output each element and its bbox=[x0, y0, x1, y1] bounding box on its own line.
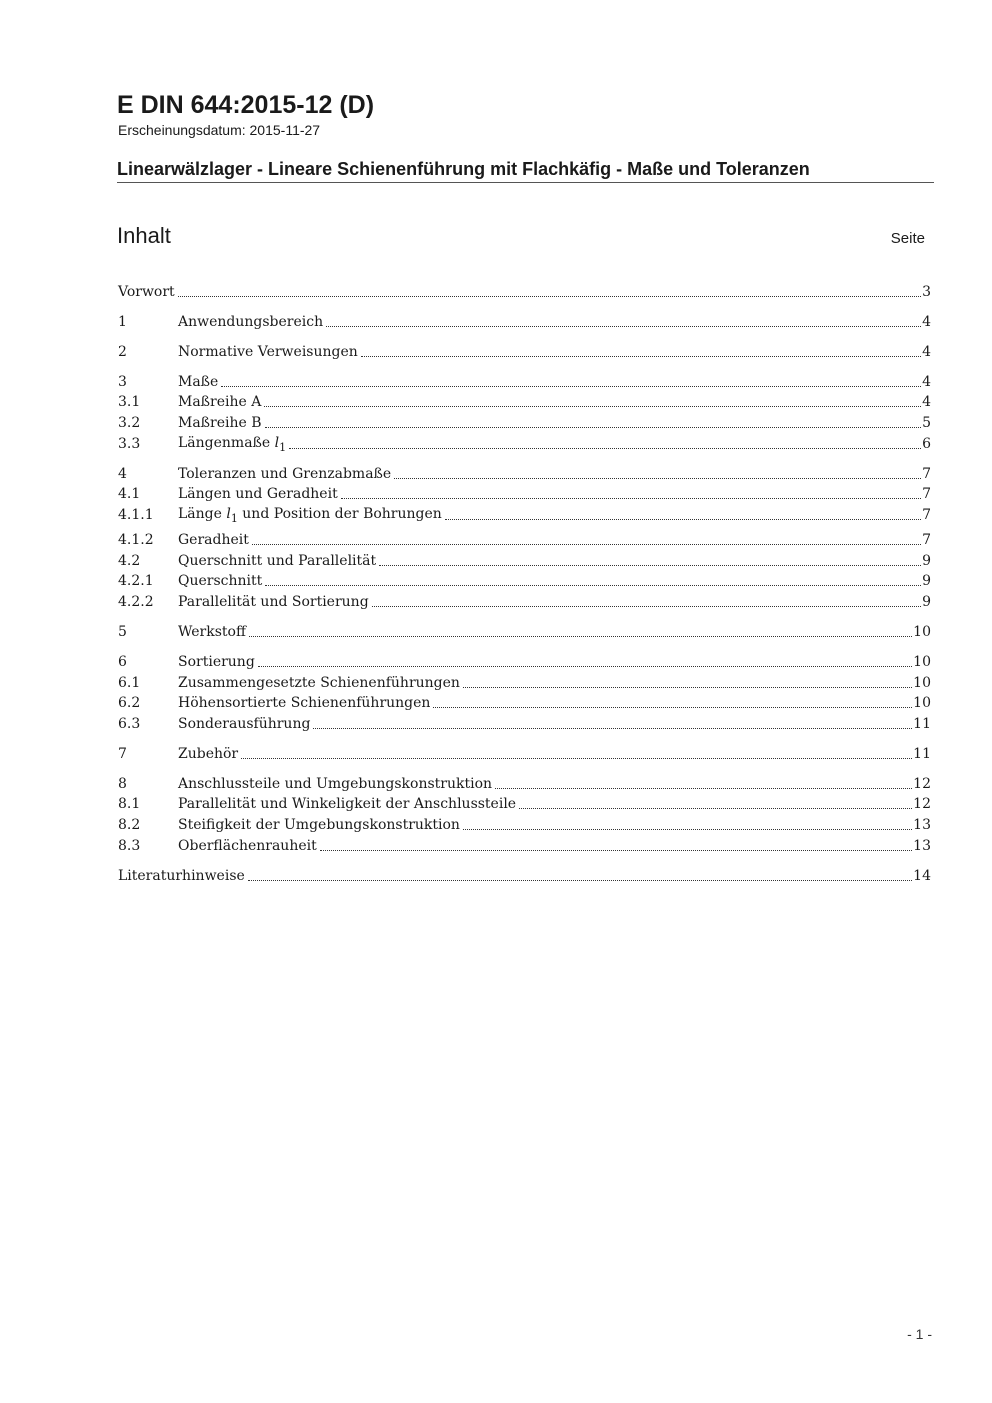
toc-entry-number: 6.3 bbox=[118, 715, 141, 732]
toc-entry-number: 6.2 bbox=[118, 695, 141, 712]
toc-entry-number: 8.2 bbox=[118, 817, 141, 834]
toc-entry-number: 4.2.2 bbox=[118, 593, 154, 610]
toc-entry-number: 8.1 bbox=[118, 796, 141, 813]
toc-entry-title: Längen und Geradheit bbox=[178, 486, 338, 503]
toc-dot-leader bbox=[265, 427, 922, 428]
toc-entry[interactable] bbox=[118, 483, 931, 504]
toc-entry-title bbox=[178, 434, 286, 453]
page-number: - 1 - bbox=[907, 1326, 932, 1342]
toc-entry-number: 8.3 bbox=[118, 837, 141, 854]
toc-entry-number: 4.1 bbox=[118, 486, 141, 503]
toc-dot-leader bbox=[361, 356, 921, 357]
toc-entry-number: 6 bbox=[118, 653, 127, 670]
toc-entry-title: Steifigkeit der Umgebungskonstruktion bbox=[178, 817, 460, 834]
toc-entry-page: 7 bbox=[922, 506, 931, 523]
toc-dot-leader bbox=[445, 519, 921, 520]
toc-dot-leader bbox=[289, 448, 921, 449]
toc-dot-leader bbox=[178, 296, 921, 297]
toc-entry-title: Maßreihe B bbox=[178, 415, 262, 432]
toc-entry-title: Sortierung bbox=[178, 653, 255, 670]
toc-entry-page: 7 bbox=[922, 531, 931, 548]
toc-entry-title: Geradheit bbox=[178, 531, 249, 548]
toc-title-text: Länge bbox=[178, 505, 227, 522]
toc-entry-page: 9 bbox=[922, 593, 931, 610]
toc-title-text: Längenmaße bbox=[178, 434, 275, 451]
toc-entry-page: 9 bbox=[922, 552, 931, 569]
toc-entry[interactable] bbox=[118, 671, 931, 692]
toc-entry-number: 6.1 bbox=[118, 674, 141, 691]
toc-dot-leader bbox=[519, 808, 912, 809]
toc-entry-number: 8 bbox=[118, 775, 127, 792]
toc-entry-title: Normative Verweisungen bbox=[178, 343, 358, 360]
toc-entry[interactable] bbox=[118, 813, 931, 834]
toc-dot-leader bbox=[326, 326, 921, 327]
toc-entry-page: 11 bbox=[913, 745, 931, 762]
toc-entry-title: Maße bbox=[178, 373, 219, 390]
toc-entry-title: Zubehör bbox=[178, 745, 239, 762]
toc-dot-leader bbox=[252, 544, 921, 545]
toc-entry[interactable] bbox=[118, 650, 931, 671]
toc-entry[interactable] bbox=[118, 549, 931, 570]
toc-entry-page: 13 bbox=[913, 817, 931, 834]
toc-entry-page: 11 bbox=[913, 715, 931, 732]
toc-entry[interactable] bbox=[118, 772, 931, 793]
toc-entry-page: 7 bbox=[922, 486, 931, 503]
toc-entry-number: 4.1.2 bbox=[118, 531, 154, 548]
toc-dot-leader bbox=[379, 565, 921, 566]
toc-dot-leader bbox=[463, 829, 912, 830]
toc-entry[interactable] bbox=[118, 340, 931, 361]
toc-entry-title: Anschlussteile und Umgebungskonstruktion bbox=[178, 775, 493, 792]
table-of-contents bbox=[118, 280, 931, 885]
toc-entry[interactable] bbox=[118, 280, 931, 301]
document-subtitle: Linearwälzlager - Lineare Schienenführung mit Flachkäfig - Maße und Toleranzen bbox=[117, 159, 810, 179]
toc-entry[interactable] bbox=[118, 712, 931, 733]
toc-entry-title: Querschnitt bbox=[178, 573, 263, 590]
toc-dot-leader bbox=[463, 687, 912, 688]
toc-entry-page: 14 bbox=[913, 867, 931, 884]
toc-entry-page: 13 bbox=[913, 837, 931, 854]
toc-entry[interactable] bbox=[118, 411, 931, 432]
toc-entry-title: Sonderausführung bbox=[178, 715, 311, 732]
document-title: E DIN 644:2015-12 (D) bbox=[117, 91, 375, 119]
toc-entry-page: 5 bbox=[922, 415, 931, 432]
header-divider bbox=[117, 182, 934, 183]
length-variable: l bbox=[226, 505, 231, 522]
toc-entry-number: 4.2 bbox=[118, 552, 141, 569]
toc-entry-page: 12 bbox=[913, 775, 931, 792]
toc-title-text: und Position der Bohrungen bbox=[237, 505, 442, 522]
toc-entry-number: 4.1.1 bbox=[118, 506, 154, 523]
toc-entry-number: 4 bbox=[118, 465, 127, 482]
toc-entry[interactable] bbox=[118, 834, 931, 855]
toc-entry[interactable] bbox=[118, 370, 931, 391]
toc-dot-leader bbox=[264, 406, 921, 407]
contents-heading: Inhalt bbox=[117, 223, 171, 248]
toc-dot-leader bbox=[372, 606, 921, 607]
toc-entry-title: Oberflächenrauheit bbox=[178, 837, 317, 854]
toc-dot-leader bbox=[265, 585, 921, 586]
toc-entry-number: 3 bbox=[118, 373, 127, 390]
toc-dot-leader bbox=[258, 666, 912, 667]
length-subscript: 1 bbox=[230, 511, 238, 525]
toc-dot-leader bbox=[241, 758, 912, 759]
toc-dot-leader bbox=[313, 728, 912, 729]
toc-entry-page: 12 bbox=[913, 796, 931, 813]
toc-entry[interactable] bbox=[118, 462, 931, 483]
toc-entry-title: Zusammengesetzte Schienenführungen bbox=[178, 674, 460, 691]
toc-entry-number: 3.3 bbox=[118, 435, 141, 452]
toc-entry[interactable] bbox=[118, 692, 931, 713]
toc-entry[interactable] bbox=[118, 503, 931, 524]
toc-entry-title bbox=[178, 505, 442, 524]
toc-entry-number: 5 bbox=[118, 623, 127, 640]
length-variable: l bbox=[274, 434, 280, 451]
toc-entry-number: 1 bbox=[118, 313, 127, 330]
toc-entry[interactable] bbox=[118, 432, 931, 453]
toc-entry-title: Literaturhinweise bbox=[118, 867, 245, 884]
toc-entry-number: 3.1 bbox=[118, 394, 141, 411]
toc-entry[interactable] bbox=[118, 742, 931, 763]
toc-entry-title: Parallelität und Winkeligkeit der Anschlussteile bbox=[178, 796, 517, 813]
toc-entry-page: 6 bbox=[922, 435, 931, 452]
toc-entry-page: 3 bbox=[922, 283, 931, 300]
toc-dot-leader bbox=[341, 498, 921, 499]
toc-entry-title: Querschnitt und Parallelität bbox=[178, 552, 377, 569]
toc-entry[interactable] bbox=[118, 864, 931, 885]
page-column-heading: Seite bbox=[890, 230, 925, 247]
toc-entry-title: Anwendungsbereich bbox=[178, 313, 324, 330]
toc-entry-title: Toleranzen und Grenzabmaße bbox=[178, 465, 392, 482]
toc-entry-page: 9 bbox=[922, 573, 931, 590]
length-subscript: 1 bbox=[279, 440, 287, 454]
toc-entry[interactable] bbox=[118, 310, 931, 331]
toc-entry-number: 4.2.1 bbox=[118, 573, 154, 590]
toc-entry-title: Vorwort bbox=[118, 283, 175, 300]
toc-entry-page: 10 bbox=[913, 653, 931, 670]
publication-date: Erscheinungsdatum: 2015-11-27 bbox=[118, 122, 321, 138]
toc-entry-number: 2 bbox=[118, 343, 127, 360]
toc-dot-leader bbox=[433, 707, 912, 708]
toc-entry-page: 10 bbox=[913, 623, 931, 640]
toc-dot-leader bbox=[320, 850, 912, 851]
toc-entry-page: 10 bbox=[913, 695, 931, 712]
toc-dot-leader bbox=[221, 386, 921, 387]
toc-entry-page: 10 bbox=[913, 674, 931, 691]
toc-entry[interactable] bbox=[118, 793, 931, 814]
toc-entry-page: 4 bbox=[922, 394, 931, 411]
toc-entry-title: Maßreihe A bbox=[178, 394, 262, 411]
toc-entry[interactable] bbox=[118, 570, 931, 591]
toc-entry[interactable] bbox=[118, 524, 931, 549]
toc-entry-number: 3.2 bbox=[118, 415, 141, 432]
toc-entry[interactable] bbox=[118, 590, 931, 611]
toc-entry[interactable] bbox=[118, 620, 931, 641]
toc-dot-leader bbox=[394, 478, 921, 479]
toc-entry-page: 4 bbox=[922, 313, 931, 330]
toc-dot-leader bbox=[495, 788, 912, 789]
toc-entry-title: Höhensortierte Schienenführungen bbox=[178, 695, 431, 712]
toc-entry-title: Parallelität und Sortierung bbox=[178, 593, 369, 610]
toc-entry[interactable] bbox=[118, 391, 931, 412]
toc-entry-page: 4 bbox=[922, 373, 931, 390]
toc-entry-title: Werkstoff bbox=[178, 623, 246, 640]
toc-entry-page: 7 bbox=[922, 465, 931, 482]
toc-entry-number: 7 bbox=[118, 745, 127, 762]
toc-dot-leader bbox=[249, 636, 912, 637]
toc-dot-leader bbox=[248, 880, 912, 881]
toc-entry-page: 4 bbox=[922, 343, 931, 360]
